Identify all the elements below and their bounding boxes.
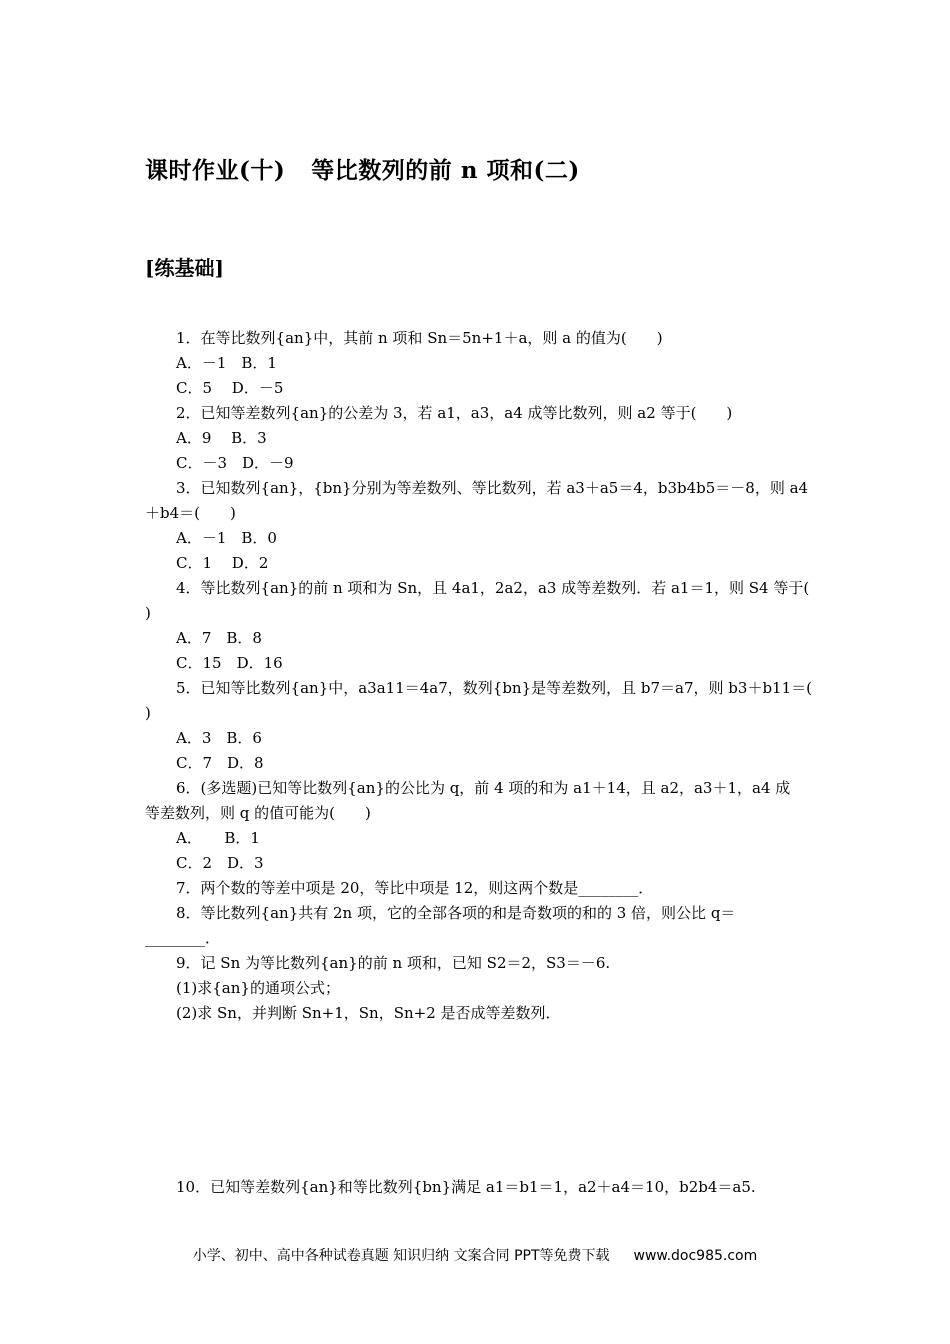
q5-stem-line-1: 5．已知等比数列{an}中，a3a11＝4a7，数列{bn}是等差数列，且 b7＝a7，则 b3＋b11＝( xyxy=(176,679,812,697)
q4-options-ab: A．7 B．8 xyxy=(176,629,262,647)
q1-stem: 1．在等比数列{an}中，其前 n 项和 Sn＝5n+1＋a，则 a 的值为( ) xyxy=(176,329,663,347)
q4-options-cd: C．15 D．16 xyxy=(176,654,283,672)
q5-options-cd: C．7 D．8 xyxy=(176,754,264,772)
question-list xyxy=(145,326,812,1026)
q2-options-cd: C．－3 D．－9 xyxy=(176,454,294,472)
q4-stem-line-2: ) xyxy=(145,604,151,622)
q6-stem-line-2: 等差数列，则 q 的值可能为( ) xyxy=(145,804,371,822)
title-part-1: 课时作业(十) xyxy=(145,157,286,184)
q9-stem: 9．记 Sn 为等比数列{an}的前 n 项和，已知 S2＝2，S3＝－6. xyxy=(176,954,611,972)
footer-text: 小学、初中、高中各种试卷真题 知识归纳 文案合同 PPT等免费下载 xyxy=(192,1248,610,1264)
q3-options-cd: C．1 D．2 xyxy=(176,554,269,572)
q2-options-ab: A．9 B．3 xyxy=(176,429,267,447)
footer xyxy=(0,1245,950,1265)
q5-options-ab: A．3 B．6 xyxy=(176,729,262,747)
q6-options-ab: A． B．1 xyxy=(176,829,260,847)
q10-stem: 10．已知等差数列{an}和等比数列{bn}满足 a1＝b1＝1，a2＋a4＝10，b2b4＝a5. xyxy=(176,1178,756,1196)
q4-stem-line-1: 4．等比数列{an}的前 n 项和为 Sn，且 4a1，2a2，a3 成等差数列．若 a1＝1，则 S4 等于( xyxy=(176,579,810,597)
q5-stem-line-2: ) xyxy=(145,704,151,722)
q6-options-cd: C．2 D．3 xyxy=(176,854,264,872)
q9-part-1: (1)求{an}的通项公式； xyxy=(176,979,340,997)
footer-url[interactable]: www.doc985.com xyxy=(633,1248,758,1264)
q7-stem: 7．两个数的等差中项是 20，等比中项是 12，则这两个数是________． xyxy=(176,879,654,897)
q6-stem-line-1: 6．(多选题)已知等比数列{an}的公比为 q，前 4 项的和为 a1＋14，且 a2，a3＋1，a4 成 xyxy=(176,779,791,797)
q1-options-ab: A．－1 B．1 xyxy=(176,354,277,372)
q3-options-ab: A．－1 B．0 xyxy=(176,529,277,547)
page-title xyxy=(145,152,580,185)
q9-part-2: (2)求 Sn，并判断 Sn+1，Sn，Sn+2 是否成等差数列． xyxy=(176,1004,561,1022)
q2-stem: 2．已知等差数列{an}的公差为 3，若 a1，a3，a4 成等比数列，则 a2 等于( ) xyxy=(176,404,733,422)
section-heading: [练基础] xyxy=(145,256,224,280)
q8-stem-line-1: 8．等比数列{an}共有 2n 项，它的全部各项的和是奇数项的和的 3 倍，则公比 q＝ xyxy=(176,904,736,922)
q8-stem-line-2: ________． xyxy=(145,929,221,947)
title-part-2: 等比数列的前 n 项和(二) xyxy=(311,157,580,184)
q3-stem-line-2: ＋b4＝( ) xyxy=(145,504,236,522)
q1-options-cd: C．5 D．－5 xyxy=(176,379,284,397)
q3-stem-line-1: 3．已知数列{an}，{bn}分别为等差数列、等比数列，若 a3＋a5＝4，b3b4b5＝－8，则 a4 xyxy=(176,479,809,497)
